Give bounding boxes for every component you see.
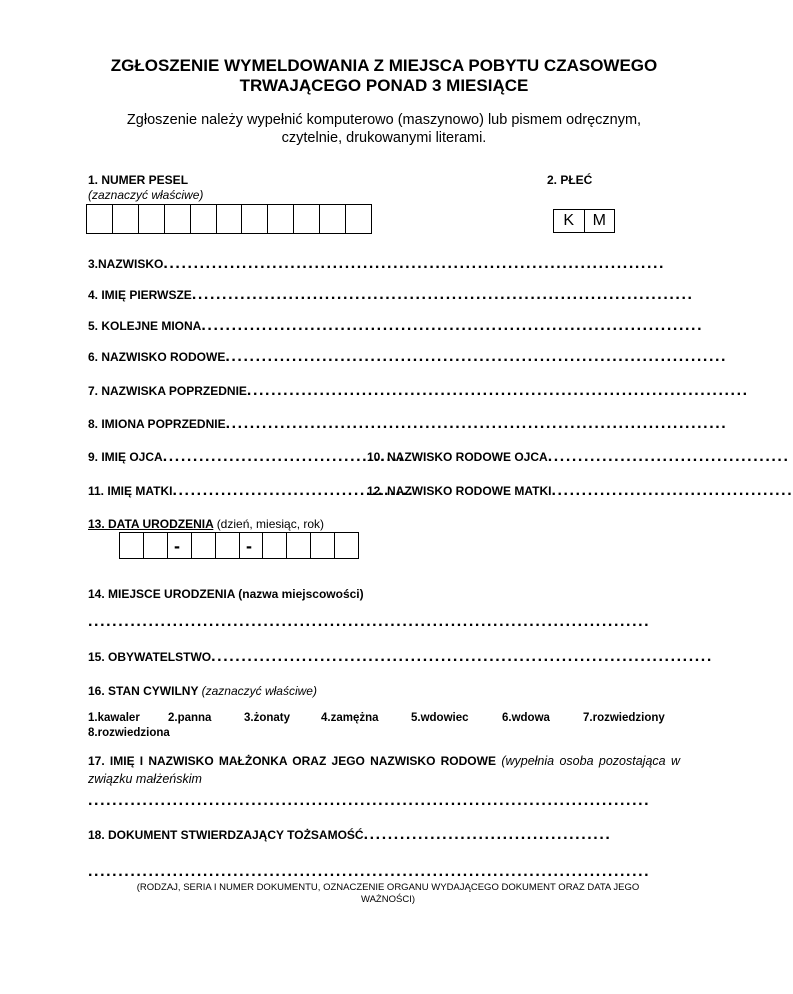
doc-footnote-line1: (RODZAJ, SERIA I NUMER DOKUMENTU, OZNACZENIE ORGANU WYDAJĄCEGO DOKUMENT ORAZ DATA JEGO — [136, 882, 640, 893]
field-mother-family-name[interactable] — [367, 482, 793, 499]
sex-option-m[interactable]: M — [592, 212, 606, 229]
pesel-digit-box[interactable] — [217, 205, 243, 233]
doc-footnote-line2: WAŻNOŚCI) — [360, 894, 415, 905]
dob-label: 13. DATA URODZENIA — [88, 517, 214, 531]
civil-option-6[interactable]: 6.wdowa — [502, 712, 550, 724]
dob-digit-box[interactable] — [192, 533, 216, 558]
field-other-names-label: 5. KOLEJNE MIONA — [88, 319, 202, 333]
field-surname-label: 3.NAZWISKO — [88, 257, 164, 271]
form-title-line1: ZGŁOSZENIE WYMELDOWANIA Z MIEJSCA POBYTU CZASOWEGO — [110, 56, 658, 75]
field-mother-name[interactable] — [88, 482, 415, 499]
dob-digit-box[interactable] — [263, 533, 287, 558]
dotted-line: ................................................................................... — [201, 317, 704, 334]
pesel-digit-box[interactable] — [165, 205, 191, 233]
civil-status-label-wrap — [88, 683, 317, 699]
field-citizenship[interactable] — [88, 648, 713, 665]
field-previous-surnames[interactable] — [88, 382, 749, 399]
dotted-line: ................................................................................... — [225, 348, 728, 365]
field-other-names[interactable] — [88, 317, 704, 334]
dob-digit-box[interactable] — [287, 533, 311, 558]
dotted-line: ................................................................................... — [225, 415, 728, 432]
civil-option-3[interactable]: 3.żonaty — [244, 712, 291, 724]
pesel-digit-box[interactable] — [268, 205, 294, 233]
dotted-line: ........................................ — [551, 482, 793, 499]
field-father-family-name[interactable] — [367, 448, 790, 465]
sex-option-k[interactable]: K — [554, 210, 585, 232]
civil-option-5[interactable]: 5.wdowiec — [411, 712, 469, 724]
civil-status-hint: (zaznaczyć właściwe) — [201, 684, 317, 698]
dob-hint: (dzień, miesiąc, rok) — [216, 517, 325, 531]
dob-dash-2: - — [246, 536, 252, 556]
field-first-name[interactable] — [88, 286, 694, 303]
sex-label: 2. PŁEĆ — [547, 173, 593, 187]
dob-digit-box[interactable] — [335, 533, 358, 558]
pesel-digit-box[interactable] — [320, 205, 346, 233]
pesel-digit-box[interactable] — [191, 205, 217, 233]
dob-input-grid[interactable] — [119, 532, 359, 559]
field-citizenship-label: 15. OBYWATELSTWO — [88, 650, 212, 664]
birthplace-label: 14. MIEJSCE URODZENIA (nazwa miejscowości) — [88, 587, 364, 601]
dotted-line: ................................................................................... — [246, 382, 749, 399]
pesel-digit-box[interactable] — [113, 205, 139, 233]
intro-line1: Zgłoszenie należy wypełnić komputerowo (maszynowo) lub pismem odręcznym, — [126, 112, 642, 128]
dotted-line: ........................................ — [547, 448, 790, 465]
field-father-family-name-label: 10. NAZWISKO RODOWE OJCA — [367, 450, 548, 464]
pesel-digit-box[interactable] — [87, 205, 113, 233]
field-first-name-label: 4. IMIĘ PIERWSZE — [88, 288, 192, 302]
field-identity-document-details[interactable] — [88, 864, 670, 880]
field-family-name-label: 6. NAZWISKO RODOWE — [88, 350, 226, 364]
spouse-label: 17. IMIĘ I NAZWISKO MAŁŻONKA ORAZ JEGO NAZWISKO RODOWE — [88, 754, 496, 768]
dob-dash-1: - — [174, 536, 180, 556]
field-identity-document[interactable] — [88, 827, 666, 843]
civil-option-7[interactable]: 7.rozwiedziony — [583, 712, 665, 724]
dotted-line: ............................................................................................. — [88, 613, 651, 630]
field-previous-names[interactable] — [88, 415, 728, 432]
pesel-digit-box[interactable] — [242, 205, 268, 233]
dotted-line: ........................................ — [172, 482, 415, 499]
pesel-input-grid[interactable] — [86, 204, 372, 234]
civil-option-8[interactable]: 8.rozwiedziona — [88, 727, 170, 739]
civil-option-4[interactable]: 4.zamężna — [321, 712, 379, 724]
field-father-name[interactable] — [88, 448, 405, 465]
field-mother-family-name-label: 12. NAZWISKO RODOWE MATKI — [367, 484, 552, 498]
pesel-digit-box[interactable] — [139, 205, 165, 233]
field-birthplace[interactable] — [88, 614, 670, 630]
civil-option-2[interactable]: 2.panna — [168, 712, 212, 724]
spouse-hint: (wypełnia osoba pozostająca w związku małżeńskim — [88, 754, 680, 786]
field-previous-names-label: 8. IMIONA POPRZEDNIE — [88, 417, 226, 431]
dotted-line: ................................................................................... — [191, 286, 694, 303]
civil-status-label: 16. STAN CYWILNY — [88, 684, 199, 698]
field-identity-document-label: 18. DOKUMENT STWIERDZAJĄCY TOŻSAMOŚĆ — [88, 828, 364, 842]
dob-digit-box[interactable] — [144, 533, 168, 558]
dotted-line: ......................................... — [363, 826, 612, 843]
intro-line2: czytelnie, drukowanymi literami. — [281, 130, 487, 146]
form-title-line2: TRWAJĄCEGO PONAD 3 MIESIĄCE — [239, 76, 529, 95]
pesel-digit-box[interactable] — [294, 205, 320, 233]
pesel-label: 1. NUMER PESEL — [88, 173, 189, 187]
dotted-line: ........................................ — [162, 448, 405, 465]
pesel-digit-box[interactable] — [346, 205, 371, 233]
spouse-label-block — [88, 752, 680, 788]
field-previous-surnames-label: 7. NAZWISKA POPRZEDNIE — [88, 384, 247, 398]
field-surname[interactable] — [88, 256, 668, 272]
civil-option-1[interactable]: 1.kawaler — [88, 712, 140, 724]
field-spouse[interactable] — [88, 793, 670, 809]
dotted-line: ............................................................................................. — [88, 792, 651, 809]
dob-label-wrap — [88, 516, 324, 532]
dob-digit-box[interactable] — [120, 533, 144, 558]
dob-digit-box[interactable] — [216, 533, 240, 558]
field-family-name[interactable] — [88, 348, 728, 365]
field-mother-name-label: 11. IMIĘ MATKI — [88, 484, 173, 498]
dotted-line: ................................................................................... — [211, 648, 713, 665]
sex-choice-box[interactable] — [553, 209, 615, 233]
pesel-hint: (zaznaczyć właściwe) — [88, 188, 204, 202]
dotted-line: ................................................................................... — [163, 255, 666, 272]
dotted-line: ............................................................................................. — [88, 863, 651, 880]
field-father-name-label: 9. IMIĘ OJCA — [88, 450, 163, 464]
dob-digit-box[interactable] — [311, 533, 335, 558]
